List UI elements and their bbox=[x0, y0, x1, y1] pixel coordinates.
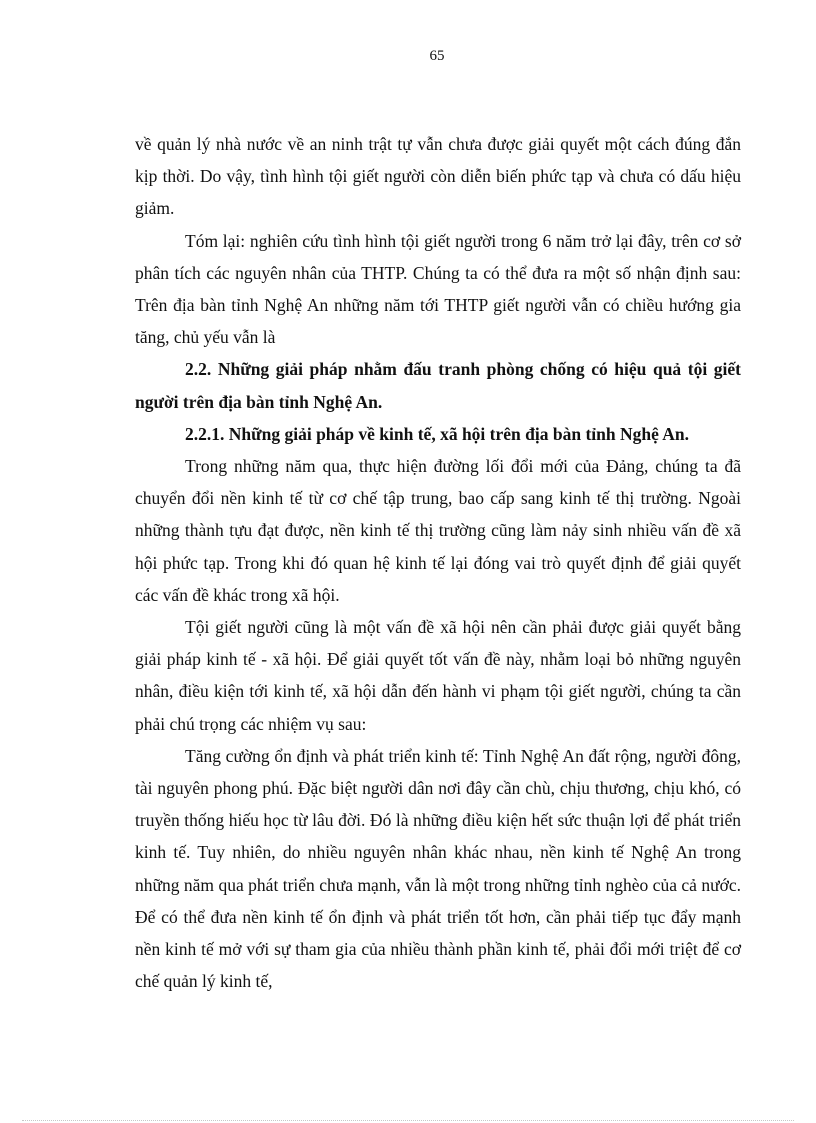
paragraph-social-solution: Tội giết người cũng là một vấn đề xã hội nên cần phải được giải quyết bằng giải pháp kinh tế - xã hội. Để giải quyết tốt vấn đề này, nhằm loại bỏ những nguyên nhân, điều kiện tới kinh tế, xã hội dẫn đến hành vi phạm tội giết người, chúng ta cần phải chú trọng các nhiệm vụ sau: bbox=[135, 617, 741, 734]
page-bottom-divider bbox=[22, 1120, 794, 1121]
paragraph-continuation: về quản lý nhà nước về an ninh trật tự vẫn chưa được giải quyết một cách đúng đắn kịp thời. Do vậy, tình hình tội giết người còn diễn biến phức tạp và chưa có dấu hiệu giảm. bbox=[135, 134, 741, 219]
paragraph-economic-development: Tăng cường ổn định và phát triển kinh tế: Tỉnh Nghệ An đất rộng, người đông, tài nguyên phong phú. Đặc biệt người dân nơi đây cần chù, chịu thương, chịu khó, có truyền thống hiếu học từ lâu đời. Đó là những điều kiện hết sức thuận lợi để phát triển kinh tế. Tuy nhiên, do nhiều nguyên nhân khác nhau, nền kinh tế Nghệ An trong những năm qua phát triển chưa mạnh, vẫn là một trong những tỉnh nghèo của cả nước. Để có thể đưa nền kinh tế ổn định và phát triển tốt hơn, cần phải tiếp tục đẩy mạnh nền kinh tế mở với sự tham gia của nhiều thành phần kinh tế, phải đổi mới triệt để cơ chế quản lý kinh tế, bbox=[135, 745, 741, 992]
section-heading-2-2: 2.2. Những giải pháp nhằm đấu tranh phòng chống có hiệu quả tội giết người trên địa bàn tỉnh Nghệ An. bbox=[135, 359, 741, 412]
document-body bbox=[135, 128, 741, 997]
paragraph-summary: Tóm lại: nghiên cứu tình hình tội giết người trong 6 năm trở lại đây, trên cơ sở phân tích các nguyên nhân của THTP. Chúng ta có thể đưa ra một số nhận định sau: Trên địa bàn tỉnh Nghệ An những năm tới THTP giết người vẫn có chiều hướng gia tăng, chủ yếu vẫn là bbox=[135, 230, 741, 348]
paragraph-economic-reform: Trong những năm qua, thực hiện đường lối đổi mới của Đảng, chúng ta đã chuyển đổi nền kinh tế từ cơ chế tập trung, bao cấp sang kinh tế thị trường. Ngoài những thành tựu đạt được, nền kinh tế thị trường cũng làm nảy sinh nhiều vấn đề xã hội phức tạp. Trong khi đó quan hệ kinh tế lại đóng vai trò quyết định để giải quyết các vấn đề khác trong xã hội. bbox=[135, 456, 741, 605]
page-number: 65 bbox=[429, 48, 445, 64]
section-heading-2-2-1: 2.2.1. Những giải pháp về kinh tế, xã hội trên địa bàn tỉnh Nghệ An. bbox=[185, 423, 690, 444]
